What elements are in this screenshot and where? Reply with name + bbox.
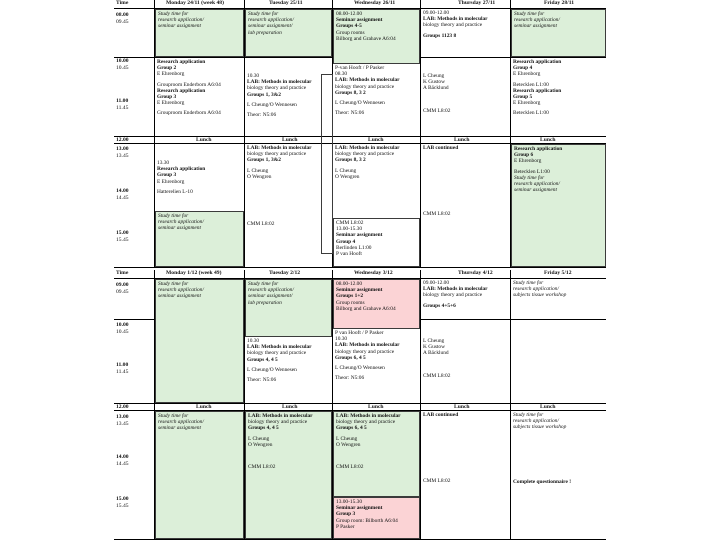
block-line: Bilborg and Grahave A6:04 [336, 305, 396, 312]
tue-study-block[interactable] [245, 279, 332, 337]
lunch-row [114, 404, 606, 411]
lunch-label: Lunch [454, 137, 470, 143]
block-line: 08.30 [335, 71, 348, 78]
block-line: O Wengren [247, 173, 272, 180]
block-line: Research application [513, 59, 562, 65]
tuesday-header: Tuesday 2/12 [269, 270, 301, 276]
time-slot: 14.00 14.45 [116, 188, 129, 201]
tue-lab-block-pm[interactable] [245, 144, 332, 226]
block-line: seminar assignment [158, 225, 201, 232]
block-line: Study time for [513, 412, 544, 418]
time-slot: 10.00 10.45 [116, 58, 129, 71]
block-line: subjects tissue workshop [513, 424, 567, 431]
block-line: Bilborg and Grahave A6:04 [336, 35, 396, 42]
time-slot: 10.00 10.45 [116, 322, 129, 335]
block-line: Groups 4-5 [336, 23, 362, 30]
block-line: P van Hooft [336, 251, 362, 258]
block-line: Group 5 [513, 94, 533, 101]
block-line: CMM L8:02 [423, 211, 451, 218]
block-line: Study time for [158, 413, 189, 419]
block-line: LAB: Methods in molecular [248, 413, 313, 419]
thursday-header: Thursday 4/12 [458, 270, 493, 276]
block-line: research application/ [158, 287, 204, 294]
block-line: K Gustow [423, 79, 446, 86]
block-line: E Ehrenborg [157, 178, 185, 185]
mon-study-block[interactable] [155, 279, 244, 403]
block-line: LAB: Methods in molecular [423, 16, 488, 23]
block-line: research application/ [514, 181, 560, 188]
block-line: Hatterelien L-10 [157, 188, 193, 195]
wed-lab-block[interactable] [333, 64, 420, 136]
block-line: P van Hooft / P Pasker [335, 330, 384, 336]
lunch-label: Lunch [368, 404, 384, 410]
block-line: Study time for [513, 280, 544, 286]
mon-study-block[interactable] [155, 9, 244, 57]
wed-bracket [321, 74, 333, 254]
block-line: Betecklen L1:00 [513, 110, 549, 117]
block-line: Study time for [158, 11, 189, 17]
divider [114, 267, 606, 268]
block-line: biology theory and practice [335, 348, 395, 355]
block-line: P-van Hooft / P Pasker [335, 65, 385, 71]
block-line: L Cheung [247, 167, 269, 174]
time-col-header: Time [116, 0, 129, 6]
time-slot: 15.00 15.45 [116, 230, 129, 243]
block-line: research application/ [513, 286, 559, 293]
block-line: biology theory and practice [247, 350, 307, 357]
block-line: biology theory and practice [336, 419, 396, 426]
block-line: Groups 1123 8 [423, 32, 457, 39]
block-line: O Wengren [335, 173, 360, 180]
block-line: A Bäcklund [423, 85, 449, 92]
monday-header: Monday 24/11 (week 48) [166, 0, 224, 6]
block-line: Group 3 [336, 511, 356, 518]
block-line: Groups 8, 3 2 [335, 157, 366, 164]
block-line: 13.00-15.30 [336, 499, 363, 505]
wed-seminar-block[interactable] [333, 279, 420, 329]
block-line: L Cheung/O Wennesen [247, 366, 297, 373]
fri-study-block-pm[interactable] [511, 411, 606, 539]
time-slot: 14.00 14.45 [116, 454, 129, 467]
block-line: P Pasker [336, 523, 355, 530]
block-line: CMM L8:02 [247, 221, 275, 227]
block-line: E Ehrenborg [157, 71, 185, 78]
block-line: biology theory and practice [335, 151, 395, 158]
time-slot: 11.00 11.45 [116, 98, 129, 111]
block-line: research application/ [158, 219, 204, 226]
block-line: seminar assignment [158, 425, 201, 432]
block-line: Grouproom Enderborn A6:04 [157, 81, 221, 88]
wed-seminar-pm[interactable] [333, 497, 420, 539]
lunch-label: Lunch [540, 404, 556, 410]
lunch-row [114, 137, 606, 144]
block-line: seminar assignment/ [248, 23, 293, 30]
mon-study-block-pm[interactable] [155, 411, 244, 539]
block-line: Group 3 [157, 172, 177, 179]
block-line: L Cheung [423, 338, 445, 344]
block-line: Theor: N5:06 [247, 377, 277, 384]
block-line: 09.00-12.00 [423, 10, 450, 16]
time-slot: 09.00 09.45 [116, 282, 129, 295]
block-line: Groups 4, 4 5 [248, 425, 279, 432]
block-line: CMM L8:02 [248, 464, 276, 471]
block-line: Group rooms [336, 29, 365, 36]
block-line: Theor: N5:06 [335, 110, 365, 117]
block-line: research application/ [248, 17, 294, 24]
block-line: research application/ [513, 418, 559, 425]
block-line: Groups 8, 3 2 [335, 89, 366, 96]
wed-seminar-pm[interactable] [333, 218, 420, 267]
block-line: Theor: N5:06 [335, 375, 365, 382]
block-line: biology theory and practice [247, 85, 307, 92]
block-line: Research application [513, 87, 562, 94]
block-line: lab preparation [248, 29, 282, 36]
block-line: research application/ [158, 419, 204, 426]
wed-seminar-block[interactable] [333, 9, 420, 64]
block-line: CMM L8:02 [423, 372, 451, 379]
block-line: L Cheung [335, 167, 357, 174]
thursday-header: Thursday 27/11 [458, 0, 496, 6]
block-line: Research application [157, 87, 206, 94]
block-line: Seminar assignment [336, 505, 383, 512]
block-line: LAB: Methods in molecular [335, 77, 400, 84]
tue-lab-block[interactable] [245, 72, 332, 136]
block-line: LAB: Methods in molecular [247, 344, 312, 351]
block-line: Group rooms [336, 299, 365, 306]
wed-lab-block-pm[interactable] [333, 411, 420, 497]
block-line: Seminar assignment [336, 17, 383, 24]
week-48-schedule [114, 0, 606, 268]
thu-lab-continued[interactable] [421, 144, 510, 267]
block-line: LAB: Methods in molecular [247, 145, 312, 151]
block-line: 10.30 [247, 338, 260, 344]
block-line: seminar assignment/ [248, 293, 293, 300]
block-line: Theor: N5:06 [247, 112, 277, 119]
block-line: 13.30 [157, 160, 170, 166]
block-line: CMM L8:02 [423, 478, 451, 485]
lunch-label: Lunch [368, 137, 384, 143]
block-line: L Cheung/O Wennesen [247, 101, 297, 108]
block-line: L Cheung [336, 435, 358, 442]
block-line: E Ehrenborg [513, 100, 541, 107]
schedule-page [114, 0, 606, 540]
block-line: Research application [157, 59, 206, 65]
block-line: Groups 1+2 [336, 293, 364, 300]
time-col-header: Time [116, 270, 129, 276]
lunch-label: Lunch [454, 404, 470, 410]
block-line: Study time for [514, 174, 545, 181]
tue-room-label [245, 220, 332, 228]
block-line: biology theory and practice [423, 22, 483, 29]
block-line: O Wengren [248, 441, 273, 448]
block-line: K Gustow [423, 344, 446, 351]
mon-research-block[interactable] [155, 58, 244, 136]
week-49-schedule [114, 270, 606, 540]
block-line: CMM L8:02 [423, 107, 451, 114]
time-slot: 15.00 15.45 [116, 496, 129, 509]
block-line: E Ehrenborg [514, 158, 542, 165]
fri-research-block-pm[interactable] [511, 144, 606, 267]
fri-research-block[interactable] [511, 58, 606, 136]
block-line: Group 4 [336, 238, 356, 245]
lunch-label: Lunch [196, 404, 212, 410]
wed-lab-block[interactable] [333, 329, 420, 403]
wed-lab-block-pm[interactable] [333, 144, 420, 218]
week-header [114, 270, 606, 279]
block-line: 08.00-12.00 [336, 281, 363, 287]
block-line: 10.30 [335, 336, 348, 343]
friday-header: Friday 5/12 [544, 270, 572, 276]
block-line: E Ehrenborg [157, 100, 185, 107]
time-slot: 11.00 11.45 [116, 362, 129, 375]
block-line: LAB: Methods in molecular [336, 413, 401, 419]
block-line: seminar assignment [514, 23, 557, 30]
friday-header: Friday 28/11 [544, 0, 574, 6]
block-line: Complete questionnaire ! [513, 478, 571, 485]
tue-study-block[interactable] [245, 9, 332, 57]
block-line: biology theory and practice [335, 83, 395, 90]
block-line: Groups 1, 3&2 [247, 91, 281, 98]
block-line: biology theory and practice [423, 292, 483, 299]
lunch-label: Lunch [540, 137, 556, 143]
time-slot: 12.00 [116, 404, 129, 410]
thu-lab-continued[interactable] [421, 411, 510, 539]
time-slot: 13.00 13.45 [116, 414, 129, 427]
thu-lab-block[interactable] [421, 9, 510, 57]
time-slot: 12.00 [116, 137, 129, 143]
block-line: lab preparation [248, 299, 282, 306]
fri-study-block[interactable] [511, 9, 606, 57]
block-line: L Cheung [423, 73, 445, 79]
block-line: Betecklen L1:00 [514, 168, 550, 175]
tuesday-header: Tuesday 25/11 [269, 0, 303, 6]
tue-lab-block-pm[interactable] [245, 411, 332, 539]
block-line: 08.00-12.00 [336, 11, 363, 17]
block-line: CMM L8:02 [336, 464, 364, 471]
block-line: A Bäcklund [423, 350, 449, 357]
block-line: seminar assignment [514, 187, 557, 194]
block-line: O Wengren [336, 441, 361, 448]
thu-staff-block[interactable] [421, 72, 510, 136]
block-line: LAB continued [423, 412, 459, 418]
block-line: Group 4 [513, 65, 533, 72]
block-line: L Cheung [248, 435, 270, 442]
block-line: research application/ [248, 287, 294, 294]
wednesday-header: Wednesday 3/12 [354, 270, 393, 276]
block-line: subjects tissue workshop [513, 292, 567, 299]
block-line: Group 3 [157, 94, 177, 101]
block-line: L Cheung/O Wennesen [335, 365, 385, 372]
time-slot: 08.00 09.45 [116, 12, 129, 25]
block-line: LAB: Methods in molecular [247, 79, 312, 86]
thu-lab-block[interactable] [421, 279, 510, 329]
block-line: Seminar assignment [336, 232, 383, 239]
time-slot: 13.00 13.45 [116, 146, 129, 159]
block-line: L Cheung/O Wennesen [335, 100, 385, 107]
thu-staff-block[interactable] [421, 337, 510, 403]
block-line: Research application [157, 166, 206, 173]
block-line: Group room: Bilborth A6:04 [336, 517, 398, 524]
block-line: Study time for [514, 11, 545, 17]
block-line: biology theory and practice [247, 151, 307, 158]
block-line: 09.00-12.00 [423, 280, 450, 286]
block-line: Groups 4+5+6 [423, 302, 456, 309]
block-line: LAB: Methods in molecular [423, 286, 488, 293]
fri-study-block[interactable] [511, 279, 606, 403]
block-line: seminar assignment [158, 293, 201, 300]
block-line: Groups 4, 4 5 [247, 356, 278, 363]
block-line: Study time for [248, 281, 279, 287]
lunch-label: Lunch [282, 137, 298, 143]
tue-lab-block[interactable] [245, 337, 332, 403]
block-line: Study time for [248, 11, 279, 17]
block-line: Groups 6, 4 5 [336, 425, 367, 432]
mon-afternoon-block[interactable] [155, 159, 244, 211]
lunch-label: Lunch [196, 137, 212, 143]
block-line: biology theory and practice [248, 419, 308, 426]
block-line: seminar assignment [158, 23, 201, 30]
mon-study-block-pm[interactable] [155, 211, 244, 267]
block-line: Group 2 [157, 65, 177, 72]
block-line: Berlinden L1:00 [336, 244, 372, 251]
block-line: Grouproom Enderborn A6:04 [157, 110, 221, 117]
block-line: Group 6 [514, 152, 534, 159]
week-header [114, 0, 606, 9]
block-line: 10.30 [247, 73, 260, 79]
wednesday-header: Wednesday 26/11 [354, 0, 396, 6]
block-line: Groups 1, 3&2 [247, 157, 281, 164]
block-line: 13.00-15.30 [336, 226, 363, 233]
block-line: research application/ [514, 17, 560, 24]
block-line: LAB: Methods in molecular [335, 145, 400, 151]
block-line: Study time for [158, 213, 189, 219]
block-line: LAB continued [423, 145, 459, 151]
monday-header: Monday 1/12 (week 49) [166, 270, 222, 276]
block-line: E Ehrenborg [513, 71, 541, 78]
block-line: Betecklen L1:00 [513, 81, 549, 88]
lunch-label: Lunch [282, 404, 298, 410]
block-line: Groups 6, 4 5 [335, 354, 366, 361]
block-line: Seminar assignment [336, 287, 383, 294]
block-line: CMM L8:02 [336, 220, 364, 226]
block-line: research application/ [158, 17, 204, 24]
block-line: Research application [514, 146, 563, 152]
block-line: LAB: Methods in molecular [335, 342, 400, 349]
block-line: Study time for [158, 281, 189, 287]
